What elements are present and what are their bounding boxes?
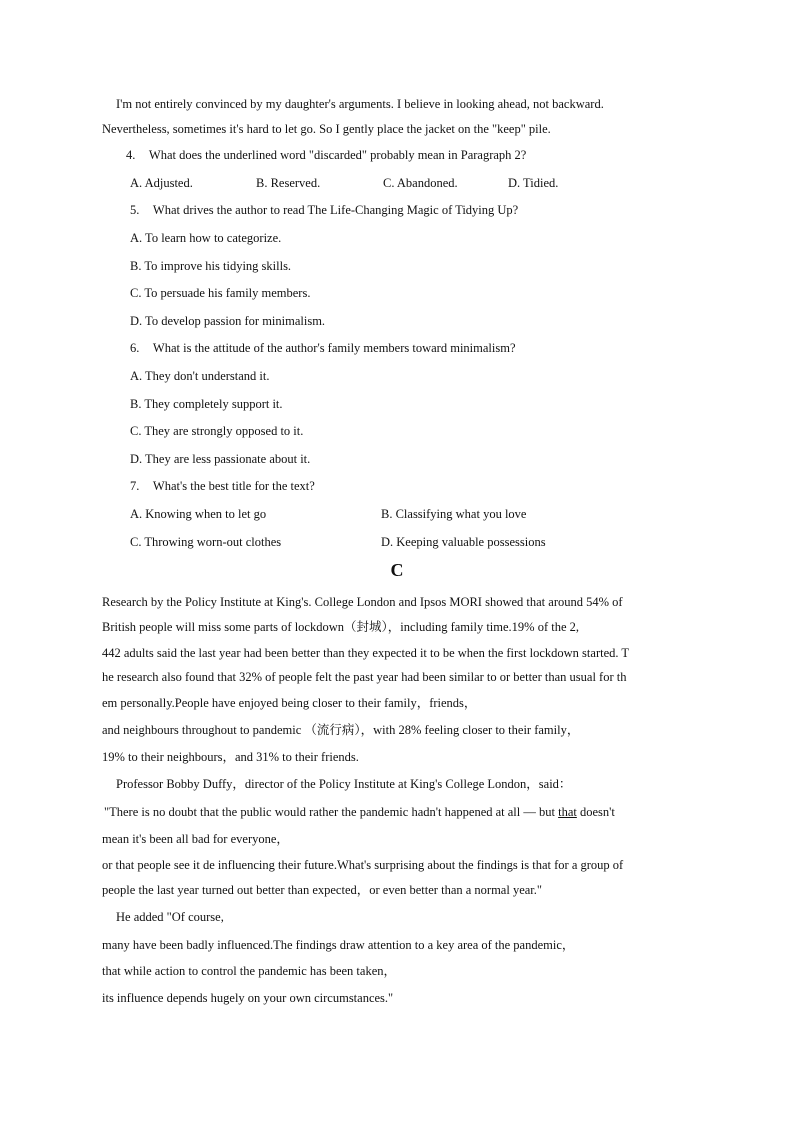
passage-b-line-2: Nevertheless, sometimes it's hard to let go. So I gently place the jacket on the "keep" pile. bbox=[102, 122, 551, 136]
passage-c-line-6: and neighbours throughout to pandemic （流行病），with 28% feeling closer to their family， bbox=[102, 723, 580, 737]
passage-c-line-8: Professor Bobby Duffy，director of the Policy Institute at King's College London，said： bbox=[116, 777, 572, 791]
passage-c-line-1: Research by the Policy Institute at King's. College London and Ipsos MORI showed that around 54% of bbox=[102, 595, 623, 609]
quote-line-3: or that people see it de influencing their future.What's surprising about the findings is that for a group of bbox=[102, 858, 624, 872]
passage-c-line-2: British people will miss some parts of lockdown（封城），including family time.19% of the 2, bbox=[102, 620, 580, 634]
passage-c-line-4: he research also found that 32% of people felt the past year had been similar to or better than usual for th bbox=[102, 670, 627, 684]
question-text: What is the attitude of the author's family members toward minimalism? bbox=[152, 341, 516, 355]
question-4-option-b: B. Reserved. bbox=[256, 176, 321, 190]
passage-c-line-3: 442 adults said the last year had been better than they expected it to be when the first lockdown started. T bbox=[102, 646, 630, 660]
closing-line-1: He added "Of course, bbox=[116, 910, 224, 924]
question-5-option-b: B. To improve his tidying skills. bbox=[130, 259, 292, 273]
quote-line-2: mean it's been all bad for everyone， bbox=[102, 832, 289, 846]
question-5-option-a: A. To learn how to categorize. bbox=[130, 231, 282, 245]
question-7 bbox=[130, 478, 315, 494]
question-7-option-d: D. Keeping valuable possessions bbox=[381, 535, 546, 549]
question-5 bbox=[130, 202, 518, 218]
question-7-option-a: A. Knowing when to let go bbox=[130, 507, 267, 521]
question-6-option-a: A. They don't understand it. bbox=[130, 369, 270, 383]
quote-text-end: doesn't bbox=[576, 805, 615, 819]
question-number: 7. bbox=[130, 479, 140, 493]
question-text: What's the best title for the text? bbox=[152, 479, 315, 493]
question-4-option-c: C. Abandoned. bbox=[383, 176, 458, 190]
quote-line-1 bbox=[104, 804, 615, 820]
question-number: 4. bbox=[126, 148, 136, 162]
question-4-option-a: A. Adjusted. bbox=[130, 176, 193, 190]
question-6-option-c: C. They are strongly opposed to it. bbox=[130, 424, 304, 438]
question-text: What does the underlined word "discarded" probably mean in Paragraph 2? bbox=[148, 148, 527, 162]
question-6-option-b: B. They completely support it. bbox=[130, 397, 283, 411]
section-c-heading: C bbox=[390, 560, 404, 580]
question-6 bbox=[130, 340, 516, 356]
question-number: 6. bbox=[130, 341, 140, 355]
question-7-option-b: B. Classifying what you love bbox=[381, 507, 527, 521]
question-6-option-d: D. They are less passionate about it. bbox=[130, 452, 311, 466]
passage-c-line-7: 19% to their neighbours，and 31% to their friends. bbox=[102, 750, 359, 764]
passage-b-line-1: I'm not entirely convinced by my daughter's arguments. I believe in looking ahead, not backward. bbox=[116, 97, 604, 111]
question-7-option-c: C. Throwing worn-out clothes bbox=[130, 535, 282, 549]
question-text: What drives the author to read The Life-Changing Magic of Tidying Up? bbox=[152, 203, 519, 217]
closing-line-2: many have been badly influenced.The findings draw attention to a key area of the pandemic， bbox=[102, 938, 575, 952]
closing-line-4: its influence depends hugely on your own circumstances." bbox=[102, 991, 394, 1005]
closing-line-3: that while action to control the pandemic has been taken， bbox=[102, 964, 397, 978]
question-5-option-d: D. To develop passion for minimalism. bbox=[130, 314, 326, 328]
question-number: 5. bbox=[130, 203, 140, 217]
question-4-option-d: D. Tidied. bbox=[508, 176, 559, 190]
question-4 bbox=[126, 147, 526, 163]
underlined-word: that bbox=[558, 805, 577, 819]
passage-c-line-5: em personally.People have enjoyed being closer to their family，friends， bbox=[102, 696, 477, 710]
quote-line-4: people the last year turned out better than expected，or even better than a normal year." bbox=[102, 883, 542, 897]
question-5-option-c: C. To persuade his family members. bbox=[130, 286, 311, 300]
quote-text: "There is no doubt that the public would rather the pandemic hadn't happened at all — but bbox=[104, 805, 559, 819]
